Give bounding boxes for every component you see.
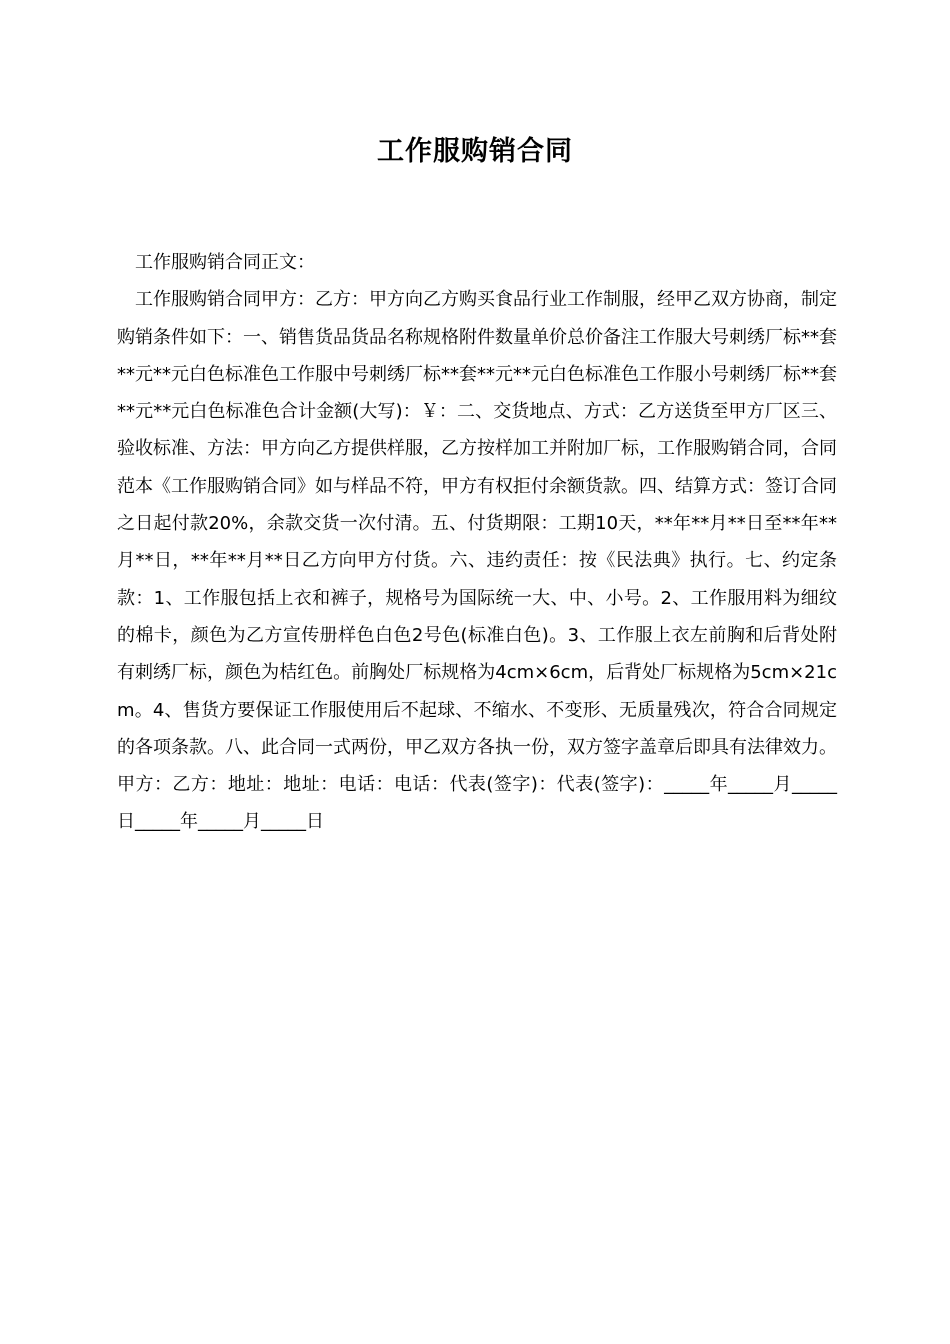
- document-body: [117, 244, 837, 841]
- document-title: 工作服购销合同: [377, 136, 573, 167]
- document-intro: 工作服购销合同正文：: [135, 252, 315, 273]
- document-paragraph: 工作服购销合同甲方：乙方：甲方向乙方购买食品行业工作制服，经甲乙双方协商，制定购销条件如下：一、销售货品货品名称规格附件数量单价总价备注工作服大号刺绣厂标**套**元**元白色标准色工作服中号刺绣厂标**套**元**元白色标准色工作服小号刺绣厂标**套**元**元白色标准色合计金额(大写)：￥：二、交货地点、方式：乙方送货至甲方厂区三、验收标准、方法：甲方向乙方提供样服，乙方按样加工并附加厂标，工作服购销合同，合同范本《工作服购销合同》如与样品不符，甲方有权拒付余额货款。四、结算方式：签订合同之日起付款20%，余款交货一次付清。五、付货期限：工期10天，**年**月**日至**年**月**日，**年**月**日乙方向甲方付货。六、违约责任：按《民法典》执行。七、约定条款：1、工作服包括上衣和裤子，规格号为国际统一大、中、小号。2、工作服用料为细纹的棉卡，颜色为乙方宣传册样色白色2号色(标准白色)。3、工作服上衣左前胸和后背处附有刺绣厂标，颜色为桔红色。前胸处厂标规格为4cm×6cm，后背处厂标规格为5cm×21cm。4、售货方要保证工作服使用后不起球、不缩水、不变形、无质量残次，符合合同规定的各项条款。八、此合同一式两份，甲乙双方各执一份，双方签字盖章后即具有法律效力。甲方：乙方：地址：地址：电话：电话：代表(签字)：代表(签字)：_____年_____月_____日_____年_____月_____日: [117, 289, 837, 833]
